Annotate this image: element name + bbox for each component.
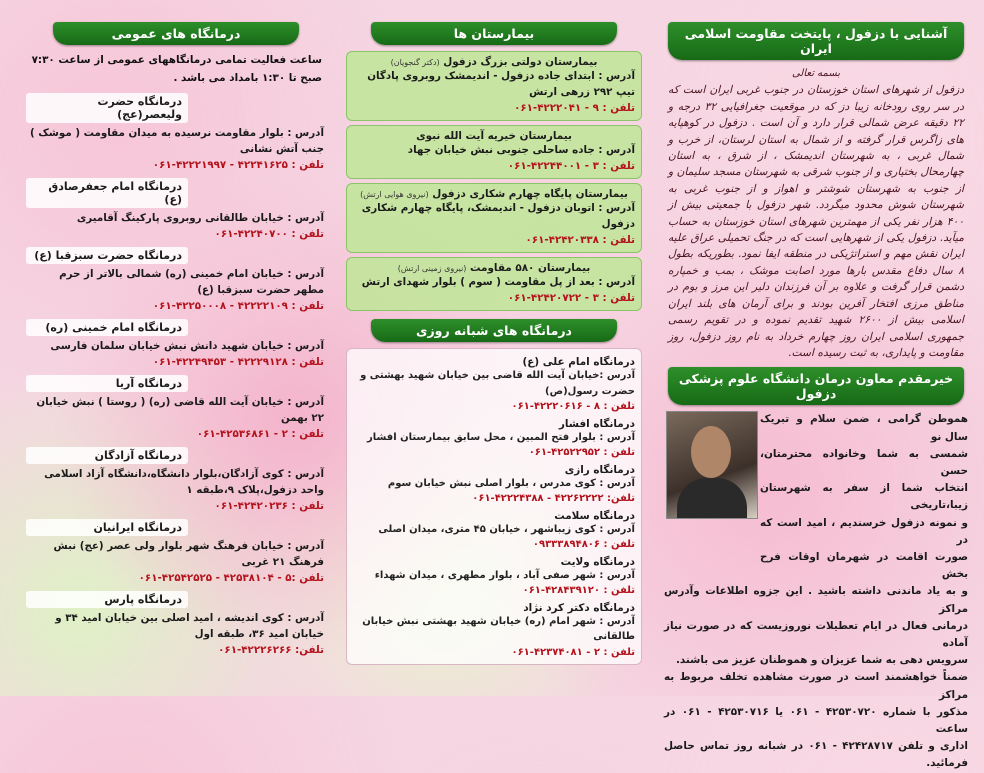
hospital-address: آدرس : اتوبان دزفول - اندیمشک، پایگاه چهارم شکاری دزفول [361,202,635,230]
clinic-name: درمانگاه حضرت سبزقبا (ع) [26,247,188,264]
welcome-line: مذکور با شماره ۴۲۵۳۰۷۲۰ - ۰۶۱ یا ۴۲۵۳۰۷۱۶ - ۰۶۱ در ساعت [664,705,968,735]
night-clinic-details [353,476,635,507]
clinic-item [26,93,326,175]
night-clinic-phone: تلفن : ۸ - ۴۲۲۲۰۶۱۶-۰۶۱ [511,401,635,412]
welcome-line: درمانی فعال در ایام تعطیلات نوروزیست که در صورت نیاز آماده [664,619,968,649]
clinic-name: درمانگاه حضرت ولیعصر(عج) [26,93,188,123]
welcome-section [664,411,968,772]
hospital-name: بیمارستان ۵۸۰ مقاومت (نیروی زمینی ارتش) [397,262,591,274]
welcome-line: انتخاب شما از سفر به شهرستان زیبا،تاریخی [760,482,968,512]
hospital-phone: تلفن : ۳ - ۴۲۴۲۰۷۲۲-۰۶۱ [507,292,635,304]
clinic-name: درمانگاه پارس [26,591,188,608]
hospital-phone: تلفن : ۹ - ۴۲۲۲۰۴۱-۰۶۱ [514,102,635,114]
intro-text: دزفول از شهرهای استان خوزستان در جنوب غربی ایران است که در سر روی رودخانه زیبا دز که در موقعیت جغرافیایی ۳۲ درجه و ۲۲ دقیقه عرض شمالی قرار دارد و آن است . دزفول در کوهپایه های زاگرس قرار گرفته و از شمال به استان لرستان، از خرب و شمال غربی ، به شهرستان اندیمشک ، از شرق ، به استان چهارمحال بختیاری و از جنوب شرقی به شهرستان مسجد سلیمان و از جنوب به شهرستان شوشتر و اهواز و از جنوب غربی به شهرستان شوش محدود میگردد. شهر دزفول با جمعیتی بیش از ۴۰۰ هزار نفر یکی از مهمترین شهرهای استان خوزستان به حساب میآید. دزفول یکی از شهرهایی است که در جنگ تحمیلی عراق علیه ایران نقش مهم و استراتژیکی در منطقه ایفا نمود. بطوریکه بطول ۸ سال دفاع مقدس بارها مورد اصابت موشک ، بمب و خمپاره دشمن قرار گرفت و علاوه بر آن فرزندان دلیر این مرز و بوم در مناطق مرزی افتخار آفرین بودند و برای آرمان های بلند ایران اسلامی بیش از ۲۶۰۰ شهید تقدیم نموده و در تقویم رسمی جمهوری اسلامی ایران روز چهارم خرداد به نام روز دزفول، روز مقاومت و پایداری، به ثبت رسیده است. [668,83,964,359]
night-clinic-name: درمانگاه امام علی (ع) [522,356,635,368]
hospital-list [346,51,642,311]
hospital-item [346,183,642,253]
clinic-name: درمانگاه آزادگان [26,447,188,464]
night-clinic-name: درمانگاه سلامت [554,509,635,522]
welcome-line: هموطن گرامی ، ضمن سلام و تبریک سال نو [760,413,968,443]
hospital-phone: تلفن : ۴۲۴۲۰۳۳۸-۰۶۱ [525,234,635,246]
hospital-item [346,257,642,311]
clinic-name: درمانگاه امام خمینی (ره) [26,319,188,336]
clinic-name: درمانگاه ایرانیان [26,519,188,536]
portrait-shirt [677,478,747,518]
night-clinic-details [353,522,635,553]
night-clinic-address: آدرس : کوی مدرس ، بلوار اصلی نبش خیابان سوم [387,477,635,489]
welcome-line: شمسی به شما وخانواده محترمتان، حسن [760,447,968,477]
clinic-details [26,392,326,444]
clinic-item [26,375,326,444]
welcome-line: ضمناً خواهشمند است در صورت مشاهده تخلف مربوط به مراکز [664,671,968,701]
welcome-line: اداری و تلفن ۴۲۴۲۸۷۱۷ - ۰۶۱ در شبانه روز تماس حاصل فرمائید. [664,740,968,770]
night-clinic-details [353,614,635,661]
intro-column [664,22,968,773]
welcome-line: و نمونه دزفول خرسندیم ، امید است که در [760,516,968,546]
night-clinic-name: درمانگاه ولایت [560,555,635,568]
night-clinic-details [353,568,635,599]
hospital-item [346,125,642,179]
night-clinic-details [353,368,635,415]
welcome-line: و به یاد ماندنی داشته باشید . این جزوه اطلاعات وآدرس مراکز [664,585,968,615]
night-clinic-details [353,430,635,461]
clinic-address: آدرس : خیابان شهید دانش نبش خیابان سلمان فارسی [50,340,324,352]
clinic-details [26,336,326,372]
hospitals-title: بیمارستان ها [371,22,617,45]
hospitals-column [346,22,642,665]
hospital-name: بیمارستان خیریه آیت الله نبوی [416,130,572,142]
portrait-face [691,426,731,478]
hospital-item [346,51,642,121]
night-clinic-address: آدرس :خیابان آیت الله قاضی بین خیابان شهید بهشتی و حضرت رسول(ص) [360,370,635,397]
night-clinic-name: درمانگاه افشار [558,417,635,430]
intro-section [664,66,968,361]
welcome-title: خیرمقدم معاون درمان دانشگاه علوم پزشکی دزفول [668,367,964,405]
hospital-details [353,142,635,174]
intro-title: آشنایی با دزفول ، پایتخت مقاومت اسلامی ایران [668,22,964,60]
night-clinic-address: آدرس : بلوار فتح المبین ، محل سابق بیمارستان افشار [366,431,635,443]
hospital-details [353,274,635,306]
night-clinic-phone: تلفن : ۴۲۸۴۳۹۱۲۰-۰۶۱ [522,585,635,596]
hospital-note: (نیروی زمینی ارتش) [397,264,467,273]
clinic-details [26,464,326,516]
general-clinics-title: درمانگاه های عمومی [53,22,299,45]
clinic-details [26,123,326,175]
hospital-details [353,68,635,116]
hospital-note: (دکتر گنجویان) [390,58,440,67]
night-clinic-phone: تلفن: ۴۲۲۶۲۲۲۲ - ۴۲۲۲۴۳۸۸-۰۶۱ [472,493,635,504]
hospital-name: بیمارستان پایگاه چهارم شکاری دزفول (نیروی هوایی ارتش) [360,188,628,200]
clinic-phone: تلفن :۵ - ۴۲۵۳۸۱۰۴ - ۴۲۵۴۲۵۲۵-۰۶۱ [138,572,324,584]
clinic-item [26,447,326,516]
clinic-details [26,608,326,660]
night-clinic-address: آدرس : شهر صفی آباد ، بلوار مطهری ، میدان شهداء [374,569,635,581]
clinic-phone: تلفن : ۴۲۲۴۱۶۲۵ - ۴۲۲۲۱۹۹۷-۰۶۱ [152,159,324,171]
general-clinics-column [26,22,326,663]
clinic-item [26,247,326,316]
clinic-item [26,178,326,244]
hospital-note: (نیروی هوایی ارتش) [360,190,429,199]
clinic-address: آدرس : خیابان آیت الله قاضی (ره) ( روستا ) نبش خیابان ۲۲ بهمن [36,396,324,424]
general-clinics-intro: ساعت فعالیت تمامی درمانگاههای عمومی از ساعت ۷:۳۰ صبح تا ۱:۳۰ بامداد می باشد . [31,54,322,84]
clinic-phone: تلفن: ۴۲۲۲۶۲۶۶-۰۶۱ [218,644,324,656]
clinic-list [26,93,326,660]
welcome-line: صورت اقامت در شهرمان اوقات فرح بخش [760,550,968,581]
clinic-item [26,319,326,372]
clinic-address: آدرس : خیابان امام خمینی (ره) شمالی بالاتر از حرم مطهر حضرت سبزقبا (ع) [59,268,324,296]
night-clinics-title: درمانگاه های شبانه روزی [371,319,617,342]
clinic-item [26,519,326,588]
hospital-phone: تلفن : ۳ - ۴۲۲۴۴۰۰۱-۰۶۱ [507,160,635,172]
night-clinic-phone: تلفن : ۴۲۵۲۲۹۵۲-۰۶۱ [528,447,635,458]
clinic-details [26,208,326,244]
clinic-address: آدرس : کوی اندیشه ، امید اصلی بین خیابان امید ۳۴ و خیابان امید ۳۶، طبقه اول [55,612,324,640]
clinic-address: آدرس : خیابان طالقانی روبروی پارکینگ آقامیری [76,212,324,224]
clinic-phone: تلفن : ۴۲۲۲۹۱۲۸ - ۴۲۲۴۹۴۵۳-۰۶۱ [152,356,324,368]
clinic-item [26,591,326,660]
hospital-address: آدرس : ابتدای جاده دزفول - اندیمشک روبروی پادگان تیپ ۲۹۲ زرهی ارتش [367,70,635,98]
welcome-line: سرویس دهی به شما عزیزان و هموطنان عزیز می باشند. [675,654,968,667]
hospital-address: آدرس : بعد از پل مقاومت ( سوم ) بلوار شهدای ارتش [361,276,635,288]
hospital-details [353,200,635,248]
night-clinic-phone: تلفن : ۰۹۳۳۳۸۹۴۸۰۶ [532,539,635,550]
bismillah: بسمه تعالی [791,68,841,79]
clinic-details [26,264,326,316]
clinic-details [26,536,326,588]
hospital-address: آدرس : جاده ساحلی جنوبی نبش خیابان جهاد [407,144,635,156]
night-clinic-name: درمانگاه دکتر کرد نژاد [523,601,635,614]
clinic-address: آدرس : بلوار مقاومت نرسیده به میدان مقاومت ( موشک ) جنب آتش نشانی [29,127,324,155]
night-clinic-address: آدرس : کوی زیباشهر ، خیابان ۴۵ متری، میدان اصلی [378,523,635,535]
night-clinic-list [346,348,642,665]
clinic-phone: تلفن : ۴۲۲۲۲۱۰۹ - ۴۲۲۵۰۰۰۸-۰۶۱ [152,300,324,312]
portrait-photo [666,411,758,519]
clinic-name: درمانگاه امام جعفرصادق (ع) [26,178,188,208]
clinic-phone: تلفن : ۴۲۲۴۰۷۰۰-۰۶۱ [214,228,324,240]
hospital-name: بیمارستان دولتی بزرگ دزفول (دکتر گنجویان) [390,56,598,68]
night-clinic-address: آدرس : شهر امام (ره) خیابان شهید بهشتی نبش خیابان طالقانی [362,615,635,642]
clinic-address: آدرس : کوی آزادگان،بلوار دانشگاه،دانشگاه آزاد اسلامی واحد دزفول،پلاک ۹،طبقه ۱ [44,468,324,496]
clinic-address: آدرس : خیابان فرهنگ شهر بلوار ولی عصر (عج) نبش فرهنگ ۲۱ غربی [53,540,324,568]
clinic-phone: تلفن : ۴۲۴۲۰۲۳۶-۰۶۱ [214,500,324,512]
night-clinic-name: درمانگاه رازی [564,463,635,476]
clinic-name: درمانگاه آریا [26,375,188,392]
night-clinic-phone: تلفن : ۲ - ۴۲۳۷۴۰۸۱-۰۶۱ [511,646,635,658]
clinic-phone: تلفن : ۲ - ۴۲۵۳۶۸۶۱-۰۶۱ [196,428,324,440]
